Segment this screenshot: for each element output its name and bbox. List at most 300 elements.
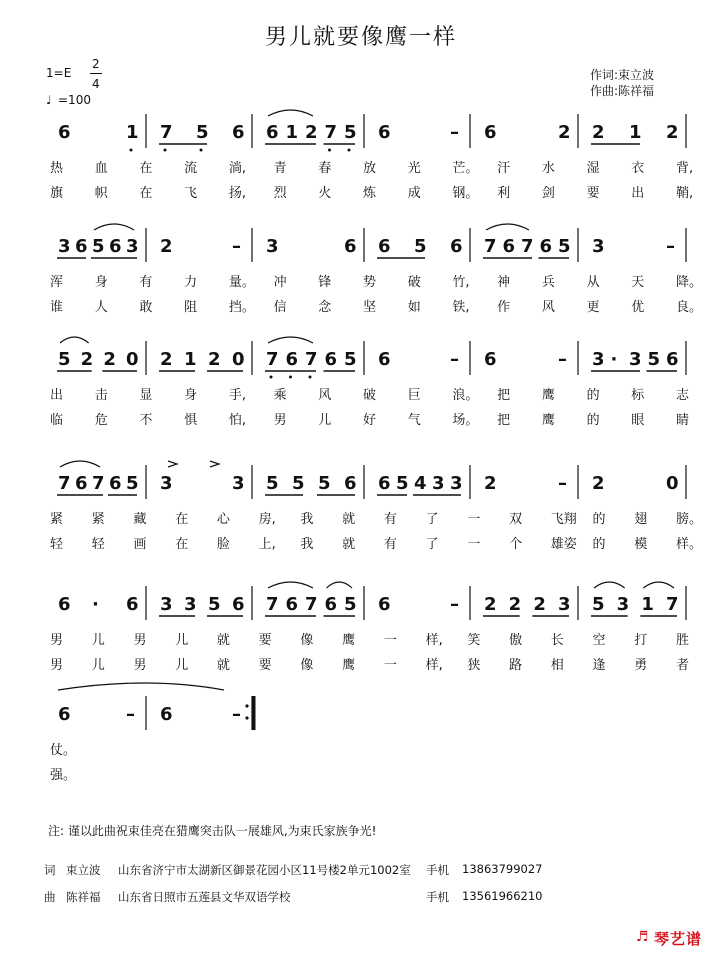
lyric-syllable: 鹰 xyxy=(342,658,356,673)
lyric-syllable: 男 xyxy=(50,633,64,648)
lyric-syllable: 的 xyxy=(586,413,600,428)
slur xyxy=(60,461,100,467)
note: – xyxy=(450,594,459,615)
lyric-syllable: 春 xyxy=(318,161,332,176)
footer-composer-phone-label: 手机 xyxy=(426,890,449,904)
note: 2 xyxy=(592,473,605,494)
note: 3 xyxy=(160,473,173,494)
lyric-syllable: 风 xyxy=(318,388,332,403)
lyric-syllable: 好 xyxy=(363,413,377,428)
lyric-syllable: 惧 xyxy=(184,413,198,428)
lyric-syllable: 击 xyxy=(94,388,108,403)
note: 3 xyxy=(616,594,630,615)
lyric-syllable: 像 xyxy=(300,658,314,673)
lyric-syllable: 儿 xyxy=(175,658,189,673)
lyric-syllable: 竹, xyxy=(452,275,470,290)
lyric-syllable: 成 xyxy=(407,186,421,201)
note: 7 xyxy=(666,594,679,615)
lyric-syllable: 出 xyxy=(50,388,64,403)
note: 2 xyxy=(484,594,497,615)
lyric-syllable: 势 xyxy=(363,275,377,290)
lyric-syllable: 紧 xyxy=(91,512,105,527)
note: 3 xyxy=(450,473,463,494)
note: – xyxy=(232,704,241,725)
lyric-syllable: 雄姿 xyxy=(550,537,577,552)
slur xyxy=(268,582,313,588)
lyric-syllable: 人 xyxy=(94,300,108,315)
lyric-syllable: 把 xyxy=(497,388,511,403)
lyric-syllable: 乘 xyxy=(273,388,287,403)
note: 2 xyxy=(484,473,497,494)
note: 2 xyxy=(160,349,173,370)
lyric-syllable: 的 xyxy=(586,388,600,403)
note: 5 xyxy=(647,349,661,370)
note: 6 xyxy=(232,122,245,143)
note: – xyxy=(126,704,135,725)
lyric-syllable: 飞 xyxy=(184,186,198,201)
lyric-syllable: 在 xyxy=(175,537,189,552)
lyric-syllable: 天 xyxy=(631,275,645,290)
lyric-syllable: 心 xyxy=(216,512,230,527)
note: – xyxy=(232,236,241,257)
lyric-syllable: 志 xyxy=(676,388,690,403)
note: 5 xyxy=(58,349,71,370)
lyric-syllable: 膀。 xyxy=(676,512,703,527)
note: 2 xyxy=(208,349,221,370)
note: 0 xyxy=(126,349,139,370)
note: 6 xyxy=(232,594,245,615)
lyric-syllable: 鹰 xyxy=(541,388,555,403)
note: 2 xyxy=(508,594,522,615)
lyric-syllable: 不 xyxy=(139,413,153,428)
lyric-syllable: 破 xyxy=(363,388,377,403)
lyric-syllable: 破 xyxy=(407,275,421,290)
note: 7 xyxy=(484,236,497,257)
lyric-syllable: 翅 xyxy=(634,512,648,527)
slur xyxy=(594,582,625,588)
note: 6 xyxy=(484,349,497,370)
note: – xyxy=(558,349,567,370)
note: 6 xyxy=(109,236,122,257)
lyric-syllable: 降。 xyxy=(676,275,703,290)
lyric-syllable: 打 xyxy=(634,633,648,648)
note: 7 xyxy=(305,349,318,370)
lyric-syllable: 风 xyxy=(541,300,555,315)
lyric-syllable: 男 xyxy=(133,633,147,648)
lyric-syllable: 的 xyxy=(592,537,606,552)
lyric-syllable: 男 xyxy=(273,413,287,428)
lyric-syllable: 阻 xyxy=(184,300,198,315)
lyric-syllable: 衣 xyxy=(631,161,645,176)
lyric-syllable: 汗 xyxy=(497,161,511,176)
lyric-syllable: 轻 xyxy=(50,537,64,552)
note: 5 xyxy=(92,236,105,257)
lyric-syllable: 鞘, xyxy=(676,186,694,201)
repeat-dot xyxy=(245,716,248,719)
note: 6 xyxy=(75,473,88,494)
lyric-syllable: 身 xyxy=(184,388,198,403)
tempo-value: =100 xyxy=(58,93,91,107)
lyric-syllable: 笑 xyxy=(467,633,481,648)
lyric-syllable: 危 xyxy=(94,413,108,428)
note: 6 xyxy=(378,594,391,615)
lyric-syllable: 样, xyxy=(425,633,443,648)
lyric-syllable: 信 xyxy=(273,300,287,315)
lyric-syllable: 路 xyxy=(509,658,523,673)
lyric-syllable: 就 xyxy=(216,658,230,673)
lyric-syllable: 男 xyxy=(133,658,147,673)
note: · xyxy=(92,594,99,615)
lyric-syllable: 出 xyxy=(631,186,645,201)
octave-dot-below xyxy=(200,149,203,152)
lyric-syllable: 傲 xyxy=(509,633,523,648)
note: 6 xyxy=(58,594,71,615)
note: 1 xyxy=(641,594,654,615)
footer-composer-phone: 13561966210 xyxy=(462,889,543,903)
lyric-syllable: 鹰 xyxy=(342,633,356,648)
footer-composer-role: 曲 xyxy=(44,890,56,904)
note: 6 xyxy=(285,349,299,370)
lyric-syllable: 了 xyxy=(425,537,439,552)
note: 5 xyxy=(318,473,331,494)
note: 6 xyxy=(344,473,357,494)
slur xyxy=(486,224,529,230)
lyric-syllable: 挡。 xyxy=(228,300,255,315)
note: 3 xyxy=(184,594,197,615)
note: 7 xyxy=(266,594,279,615)
lyric-syllable: 上, xyxy=(258,537,276,552)
lyric-syllable: 就 xyxy=(216,633,230,648)
note: – xyxy=(450,349,459,370)
lyric-syllable: 火 xyxy=(318,186,332,201)
note: 6 xyxy=(378,236,391,257)
lyric-syllable: 浪。 xyxy=(452,388,479,403)
note: 2 xyxy=(103,349,116,370)
note: 5 xyxy=(592,594,605,615)
note: 3 xyxy=(232,473,245,494)
slur xyxy=(643,582,674,588)
lyric-syllable: 紧 xyxy=(50,512,64,527)
note: 3 xyxy=(592,236,605,257)
note: 7 xyxy=(58,473,71,494)
lyric-syllable: 水 xyxy=(541,161,555,176)
lyric-syllable: 量。 xyxy=(228,275,255,290)
lyric-syllable: 帜 xyxy=(94,186,108,201)
note: 6 xyxy=(285,594,299,615)
key-signature: 1=E xyxy=(46,66,72,80)
lyric-syllable: 浑 xyxy=(50,275,64,290)
slur xyxy=(268,337,313,343)
lyric-syllable: 仗。 xyxy=(50,743,77,758)
lyric-syllable: 芒。 xyxy=(452,161,479,176)
note: – xyxy=(666,236,675,257)
lyric-syllable: 像 xyxy=(300,633,314,648)
lyric-syllable: 男 xyxy=(50,658,64,673)
note: 6 xyxy=(378,122,391,143)
note: 6 xyxy=(160,704,173,725)
lyric-syllable: 敢 xyxy=(139,300,153,315)
lyric-syllable: 我 xyxy=(300,512,314,527)
lyric-syllable: 巨 xyxy=(407,388,421,403)
note: 2 xyxy=(592,122,605,143)
note: 5 xyxy=(292,473,305,494)
lyric-syllable: 一 xyxy=(467,512,481,527)
lyric-syllable: 要 xyxy=(586,186,600,201)
lyric-syllable: 要 xyxy=(258,633,272,648)
note: – xyxy=(450,122,459,143)
note: 6 xyxy=(502,236,516,257)
lyric-syllable: 铁, xyxy=(452,300,470,315)
note: 6 xyxy=(324,349,338,370)
lyric-syllable: 逢 xyxy=(592,658,606,673)
note: – xyxy=(558,473,567,494)
note: 6 xyxy=(450,236,463,257)
note: 2 xyxy=(666,122,679,143)
lyric-syllable: 作 xyxy=(497,300,511,315)
note: 6 xyxy=(666,349,679,370)
lyric-syllable: 烈 xyxy=(273,186,287,201)
lyric-syllable: 的 xyxy=(592,512,606,527)
note: · xyxy=(610,349,618,370)
note: 0 xyxy=(232,349,245,370)
note: 3 xyxy=(58,236,71,257)
lyric-syllable: 一 xyxy=(383,658,397,673)
lyric-syllable: 怕, xyxy=(228,413,246,428)
note: 6 xyxy=(126,594,139,615)
octave-dot-below xyxy=(328,149,331,152)
lyric-syllable: 血 xyxy=(94,161,108,176)
lyric-syllable: 标 xyxy=(631,388,645,403)
lyric-syllable: 房, xyxy=(258,512,276,527)
lyric-syllable: 一 xyxy=(383,633,397,648)
note: 3 xyxy=(160,594,173,615)
lyric-syllable: 空 xyxy=(592,633,606,648)
lyric-syllable: 就 xyxy=(342,512,356,527)
footer-composer-address: 山东省日照市五莲县文华双语学校 xyxy=(118,890,291,904)
lyric-syllable: 了 xyxy=(425,512,439,527)
note: 5 xyxy=(344,349,357,370)
note: 7 xyxy=(92,473,105,494)
lyric-syllable: 样, xyxy=(425,658,443,673)
lyricist-credit: 作词:束立波 xyxy=(590,68,655,82)
note: 6 xyxy=(378,473,391,494)
note: 5 xyxy=(396,473,409,494)
lyric-syllable: 神 xyxy=(497,275,511,290)
note: 6 xyxy=(58,122,71,143)
lyric-syllable: 更 xyxy=(586,300,600,315)
brand-name: 琴艺谱 xyxy=(654,930,703,948)
footer-lyricist-address: 山东省济宁市太湖新区御景花园小区11号楼2单元1002室 xyxy=(118,863,411,877)
slur xyxy=(327,582,353,588)
octave-dot-below xyxy=(270,376,273,379)
composer-credit: 作曲:陈祥福 xyxy=(590,84,655,98)
note: 6 xyxy=(378,349,391,370)
note: 1 xyxy=(285,122,299,143)
octave-dot-below xyxy=(164,149,167,152)
lyric-syllable: 儿 xyxy=(91,658,105,673)
note: 7 xyxy=(521,236,534,257)
slur xyxy=(60,337,89,343)
note: 1 xyxy=(184,349,197,370)
lyric-syllable: 我 xyxy=(300,537,314,552)
repeat-dot xyxy=(245,704,248,707)
lyric-syllable: 有 xyxy=(383,512,397,527)
quarter-note-icon: ♩ xyxy=(46,93,52,107)
note: 1 xyxy=(629,122,642,143)
note: 7 xyxy=(324,122,338,143)
lyric-syllable: 一 xyxy=(467,537,481,552)
note: 4 xyxy=(414,473,427,494)
note: 5 xyxy=(196,122,209,143)
note: 6 xyxy=(539,236,553,257)
time-signature-bottom: 4 xyxy=(92,77,100,91)
lyric-syllable: 在 xyxy=(175,512,189,527)
lyric-syllable: 显 xyxy=(139,388,153,403)
note: 3 xyxy=(592,349,605,370)
note: 5 xyxy=(208,594,221,615)
lyric-syllable: 炼 xyxy=(363,186,377,201)
lyric-syllable: 儿 xyxy=(318,413,332,428)
octave-dot-below xyxy=(348,149,351,152)
lyric-syllable: 良。 xyxy=(676,300,703,315)
note: 6 xyxy=(344,236,357,257)
lyric-syllable: 把 xyxy=(497,413,511,428)
accent-mark xyxy=(210,461,219,467)
note: 3 xyxy=(432,473,445,494)
footer-lyricist-role: 词 xyxy=(44,863,56,877)
lyric-syllable: 在 xyxy=(139,161,153,176)
piano-key-icon: ♬ xyxy=(636,929,649,945)
note: 5 xyxy=(344,122,357,143)
lyric-syllable: 放 xyxy=(363,161,377,176)
time-signature-top: 2 xyxy=(92,57,100,71)
lyric-syllable: 睛 xyxy=(676,413,690,428)
lyric-syllable: 脸 xyxy=(216,537,230,552)
lyric-syllable: 双 xyxy=(509,512,523,527)
lyric-syllable: 在 xyxy=(139,186,153,201)
lyric-syllable: 有 xyxy=(383,537,397,552)
lyric-syllable: 要 xyxy=(258,658,272,673)
lyric-syllable: 谁 xyxy=(50,300,64,315)
note: 2 xyxy=(558,122,571,143)
octave-dot-below xyxy=(309,376,312,379)
note: 3 xyxy=(126,236,139,257)
footer-lyricist-phone: 13863799027 xyxy=(462,862,543,876)
lyric-syllable: 淌, xyxy=(228,161,246,176)
note: 6 xyxy=(484,122,497,143)
lyric-syllable: 扬, xyxy=(228,186,246,201)
slur xyxy=(268,110,313,116)
lyric-syllable: 藏 xyxy=(133,512,147,527)
lyric-syllable: 身 xyxy=(94,275,108,290)
lyric-syllable: 锋 xyxy=(318,275,332,290)
note: 5 xyxy=(266,473,279,494)
octave-dot-below xyxy=(289,376,292,379)
note: 3 xyxy=(266,236,279,257)
lyric-syllable: 背, xyxy=(676,161,694,176)
lyric-syllable: 从 xyxy=(586,275,600,290)
lyric-syllable: 就 xyxy=(342,537,356,552)
lyric-syllable: 如 xyxy=(407,300,421,315)
note: 1 xyxy=(126,122,139,143)
lyric-syllable: 轻 xyxy=(91,537,105,552)
lyric-syllable: 利 xyxy=(497,186,511,201)
accent-mark xyxy=(168,461,177,467)
lyric-syllable: 旗 xyxy=(50,186,64,201)
note: 2 xyxy=(305,122,318,143)
lyric-syllable: 力 xyxy=(184,275,198,290)
note: 3 xyxy=(558,594,571,615)
lyric-syllable: 飞翔 xyxy=(550,512,577,527)
lyric-syllable: 胜 xyxy=(676,633,690,648)
note: 6 xyxy=(58,704,71,725)
lyric-syllable: 青 xyxy=(273,161,287,176)
footer-composer-name: 陈祥福 xyxy=(66,890,101,904)
lyric-syllable: 优 xyxy=(631,300,645,315)
lyric-syllable: 场。 xyxy=(452,413,479,428)
page-title: 男儿就要像鹰一样 xyxy=(264,25,457,50)
note: 5 xyxy=(344,594,357,615)
lyric-syllable: 勇 xyxy=(634,658,648,673)
lyric-syllable: 光 xyxy=(407,161,421,176)
footer-lyricist-name: 束立波 xyxy=(66,863,101,877)
lyric-syllable: 鹰 xyxy=(541,413,555,428)
lyric-syllable: 相 xyxy=(550,658,564,673)
lyric-syllable: 临 xyxy=(50,413,64,428)
note: 0 xyxy=(666,473,679,494)
lyric-syllable: 坚 xyxy=(363,300,377,315)
lyric-syllable: 剑 xyxy=(541,186,555,201)
lyric-syllable: 样。 xyxy=(676,537,703,552)
note: 5 xyxy=(126,473,139,494)
lyric-syllable: 儿 xyxy=(175,633,189,648)
note: 6 xyxy=(324,594,338,615)
note: 3 xyxy=(629,349,642,370)
lyric-syllable: 念 xyxy=(318,300,332,315)
lyric-syllable: 手, xyxy=(228,388,246,403)
slur xyxy=(94,224,134,230)
note: 6 xyxy=(109,473,122,494)
lyric-syllable: 湿 xyxy=(586,161,600,176)
note: 7 xyxy=(305,594,318,615)
note: 2 xyxy=(533,594,546,615)
note: 6 xyxy=(266,122,279,143)
lyric-syllable: 兵 xyxy=(541,275,555,290)
tie-arc xyxy=(58,683,224,690)
footer-lyricist-phone-label: 手机 xyxy=(426,863,449,877)
lyric-syllable: 强。 xyxy=(50,768,77,783)
lyric-syllable: 者 xyxy=(676,658,690,673)
octave-dot-below xyxy=(130,149,133,152)
lyric-syllable: 画 xyxy=(133,537,147,552)
lyric-syllable: 模 xyxy=(634,537,648,552)
lyric-syllable: 钢。 xyxy=(452,186,479,201)
lyric-syllable: 个 xyxy=(509,537,523,552)
note: 5 xyxy=(414,236,427,257)
lyric-syllable: 气 xyxy=(407,413,421,428)
note: 7 xyxy=(160,122,173,143)
note: 2 xyxy=(160,236,173,257)
lyric-syllable: 眼 xyxy=(631,413,645,428)
lyric-syllable: 儿 xyxy=(91,633,105,648)
lyric-syllable: 流 xyxy=(184,161,198,176)
note: 6 xyxy=(75,236,88,257)
lyric-syllable: 有 xyxy=(139,275,153,290)
note: 7 xyxy=(266,349,279,370)
dedication-note: 注: 谨以此曲祝束佳亮在猎鹰突击队一展雄风,为束氏家族争光! xyxy=(48,824,377,838)
note: 2 xyxy=(80,349,94,370)
note: 5 xyxy=(558,236,571,257)
